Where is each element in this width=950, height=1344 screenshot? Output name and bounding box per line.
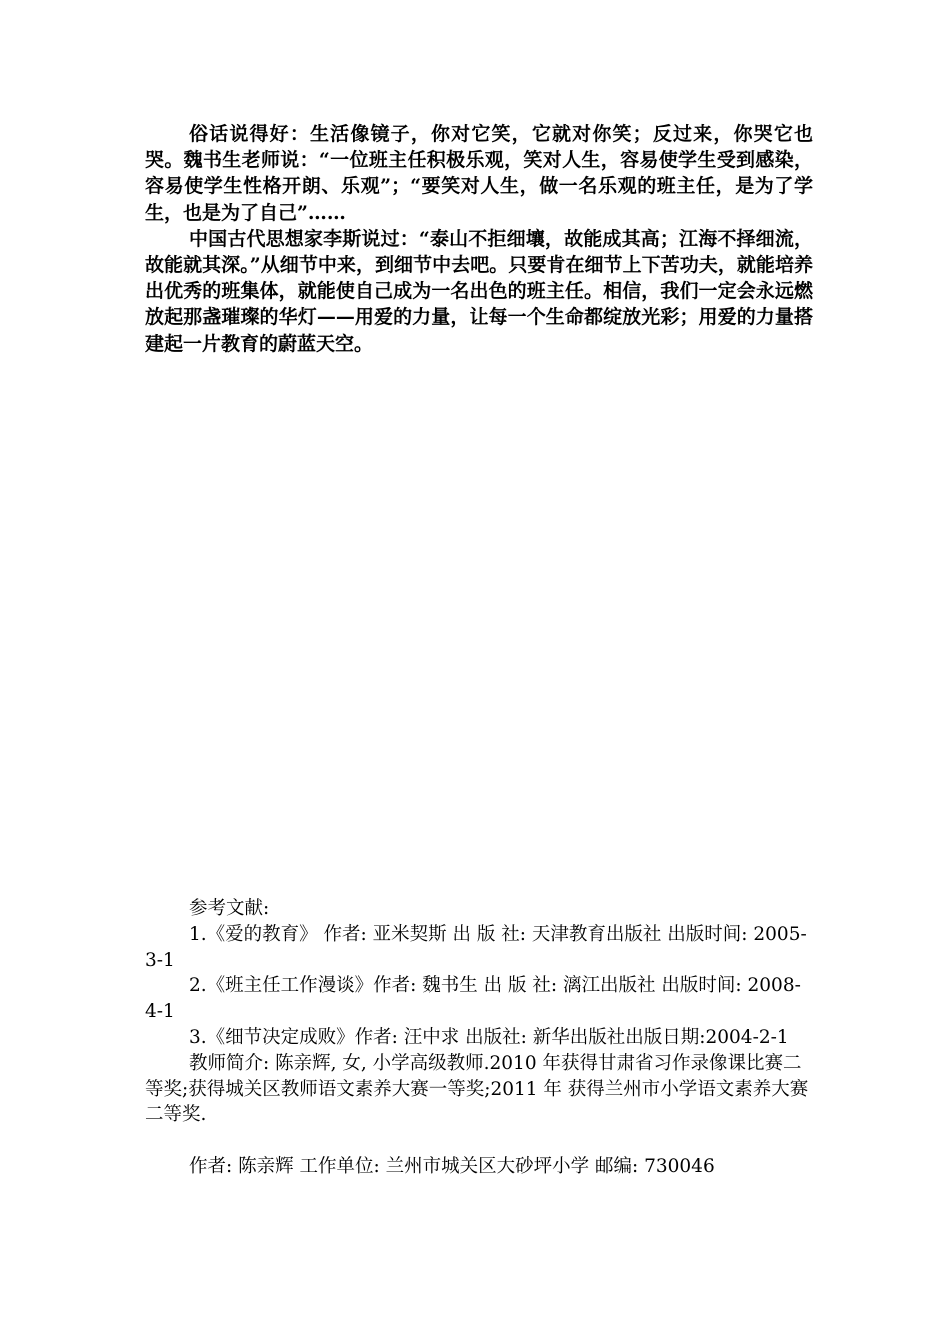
essay-paragraph-2: 中国古代思想家李斯说过：“泰山不拒细壤，故能成其高；江海不择细流，故能就其深。”从细节中来，到细节中去吧。只要肯在细节上下苦功夫，就能培养出优秀的班集体，就能使自己成为一名出色的班主任。相信，我们一定会永远燃放起那盏璀璨的华灯——用爱的力量，让每一个生命都绽放光彩；用爱的力量搭建起一片教育的蔚蓝天空。 <box>145 227 813 355</box>
teacher-bio: 教师简介: 陈亲辉, 女, 小学高级教师.2010 年获得甘肃省习作录像课比赛二等奖;获得城关区教师语文素养大赛一等奖;2011 年 获得兰州市小学语文素养大赛二等奖. <box>145 1052 809 1126</box>
blank-line <box>145 1128 813 1154</box>
essay-conclusion <box>145 121 813 357</box>
essay-paragraph-1: 俗话说得好：生活像镜子，你对它笑，它就对你笑；反过来，你哭它也哭。魏书生老师说：“一位班主任积极乐观，笑对人生，容易使学生受到感染，容易使学生性格开朗、乐观”；“要笑对人生，做一名乐观的班主任，是为了学生，也是为了自己”…… <box>145 123 813 224</box>
reference-item-1: 1.《爱的教育》 作者: 亚米契斯 出 版 社: 天津教育出版社 出版时间: 2005-3-1 <box>145 923 807 971</box>
references-heading: 参考文献: <box>189 898 270 919</box>
back-matter <box>145 896 813 1180</box>
author-line: 作者: 陈亲辉 工作单位: 兰州市城关区大砂坪小学 邮编: 730046 <box>189 1155 715 1177</box>
reference-item-3: 3.《细节决定成败》作者: 汪中求 出版社: 新华出版社出版日期:2004-2-1 <box>189 1026 789 1048</box>
reference-item-2: 2.《班主任工作漫谈》作者: 魏书生 出 版 社: 漓江出版社 出版时间: 2008-4-1 <box>145 975 801 1023</box>
